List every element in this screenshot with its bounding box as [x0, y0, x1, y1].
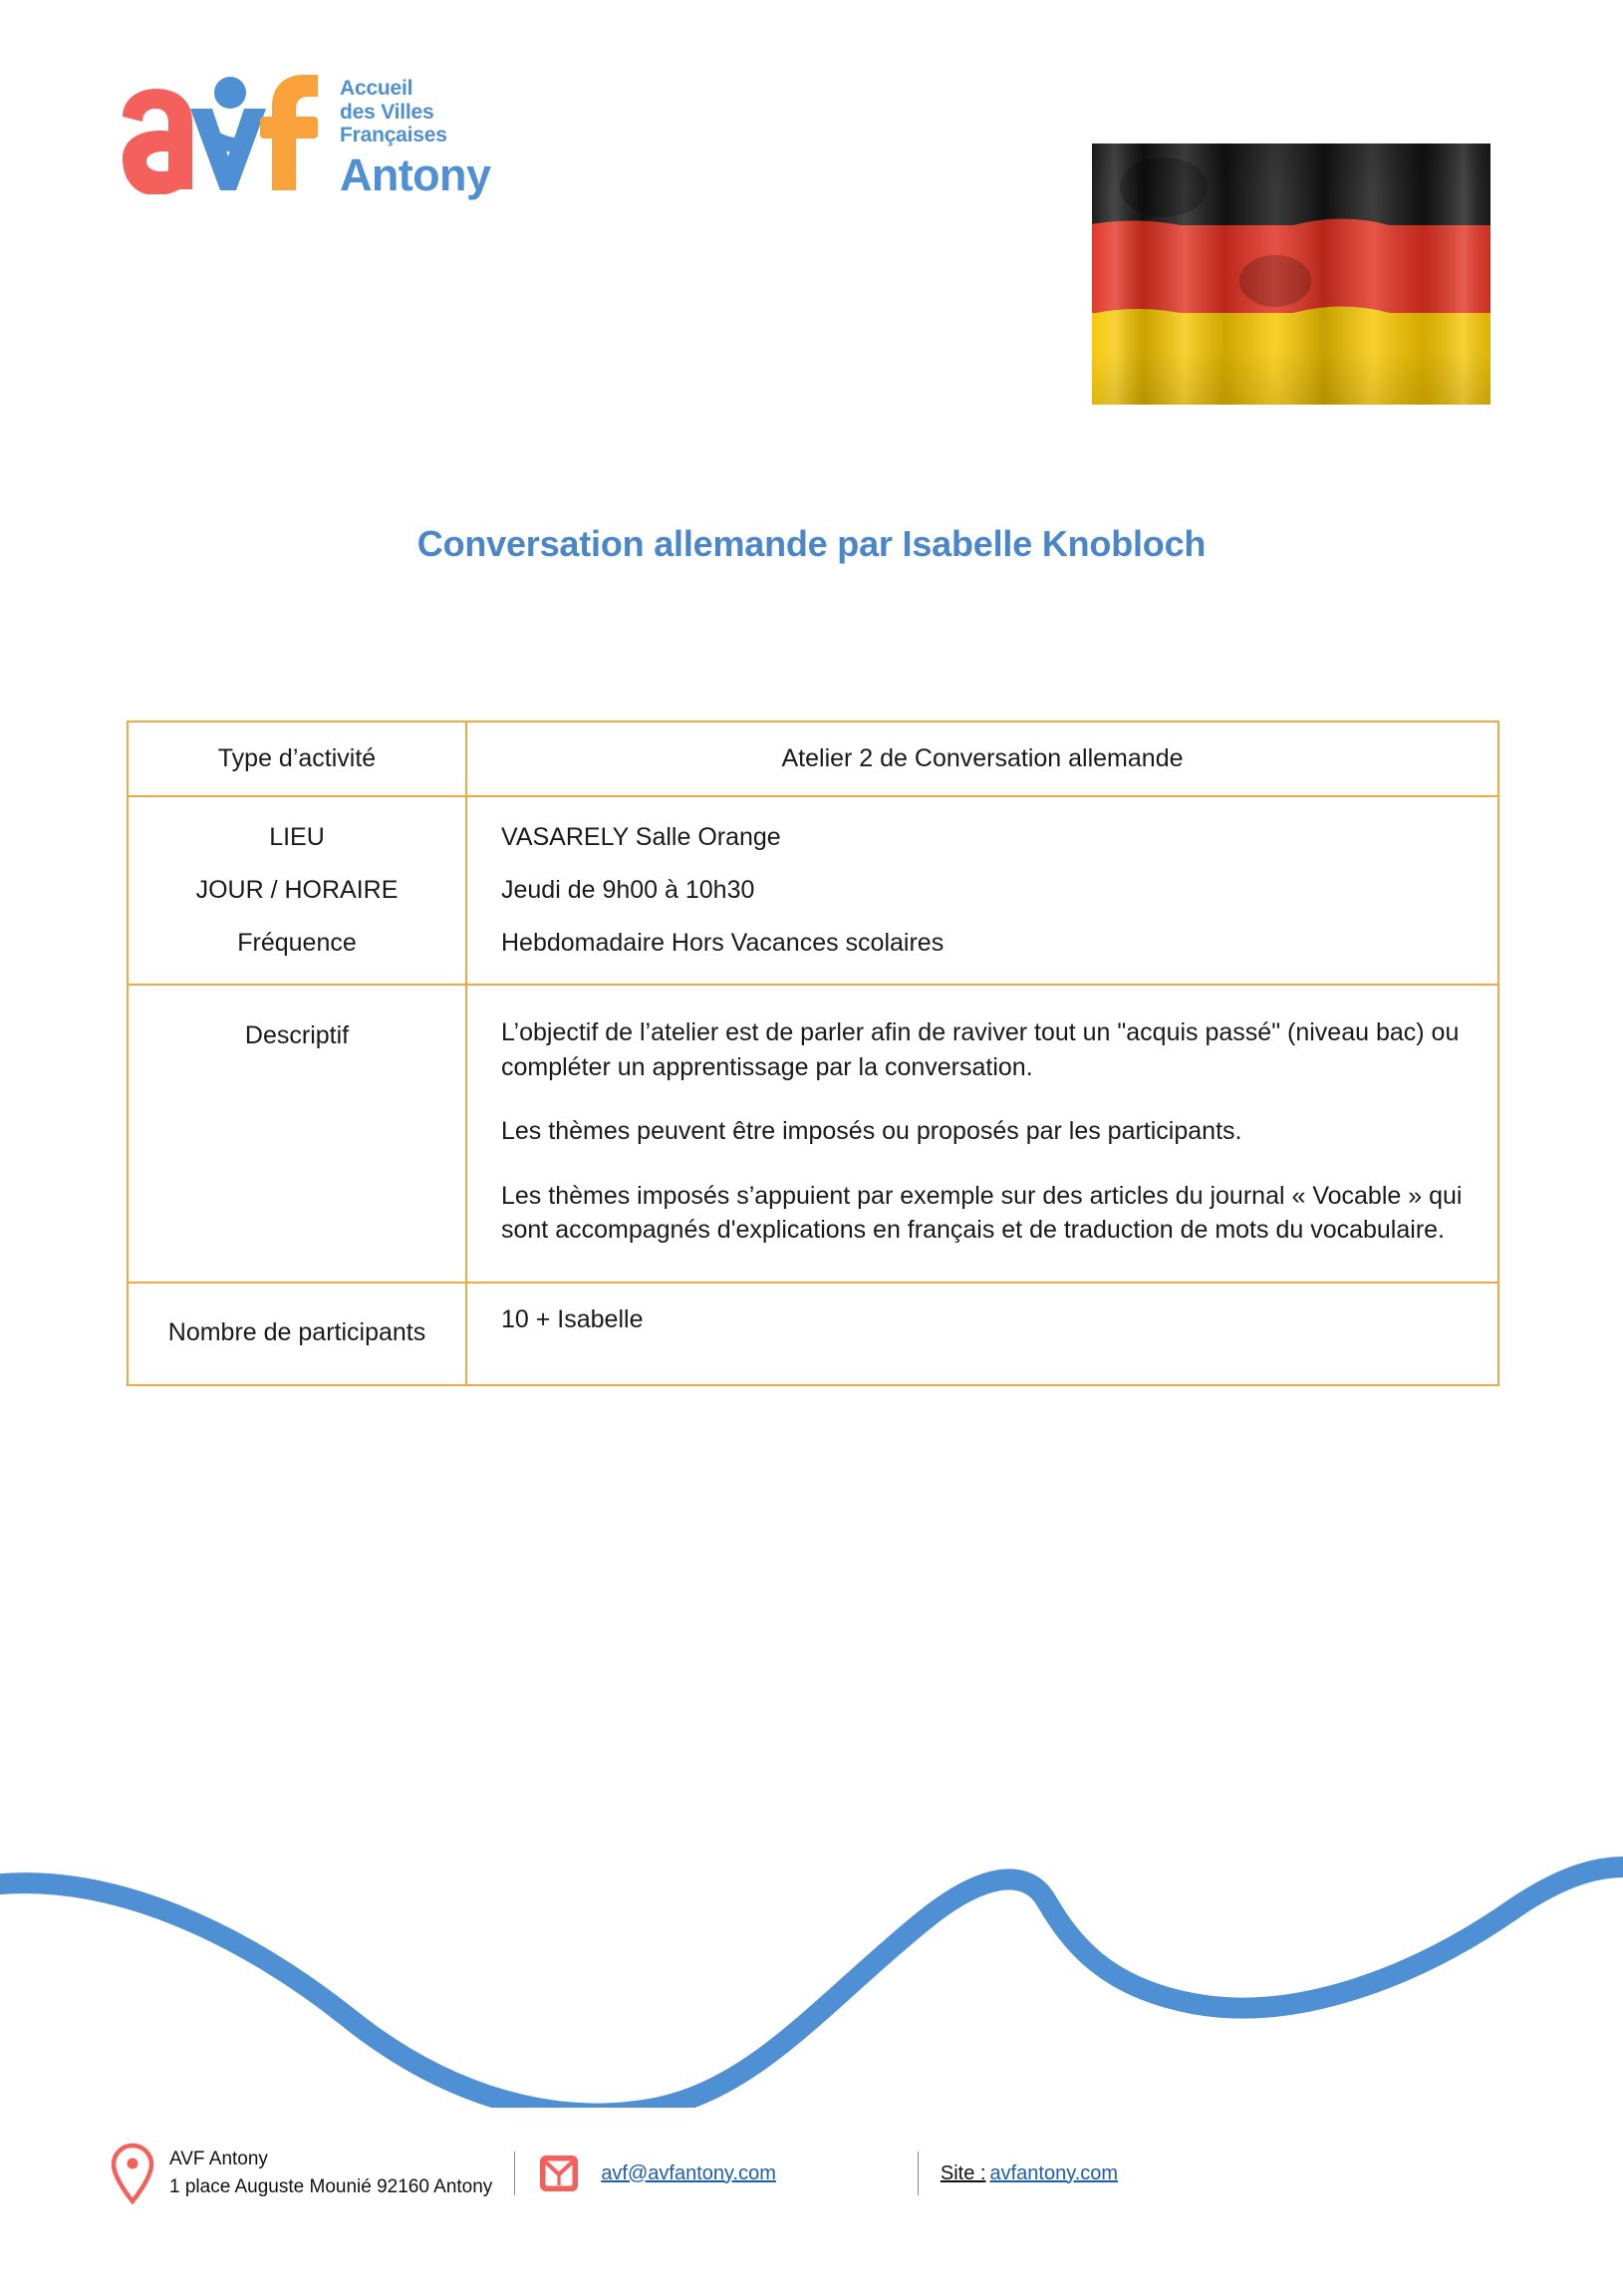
value-frequence: Hebdomadaire Hors Vacances scolaires — [501, 929, 945, 957]
footer-org-name: AVF Antony — [169, 2149, 268, 2170]
avf-logo — [105, 55, 553, 199]
avf-logomark-icon — [105, 55, 334, 194]
footer-address-block — [169, 2146, 492, 2200]
location-pin-icon — [110, 2143, 155, 2204]
table-row-type — [128, 721, 1498, 796]
avf-tagline — [340, 77, 447, 147]
page-title: Conversation allemande par Isabelle Knobloch — [416, 523, 1207, 564]
value-jour-horaire: Jeudi de 9h00 à 10h30 — [501, 876, 755, 904]
footer-divider-1 — [514, 2152, 515, 2195]
description-paragraph-3: Les thèmes imposés s’appuient par exemple sur des articles du journal « Vocable » qui sont accompagnés d'explications en français et de traduction de mots du vocabulaire. — [501, 1181, 1463, 1244]
envelope-icon — [537, 2152, 581, 2195]
footer-site-label: Site : — [940, 2161, 986, 2184]
footer-site-link[interactable]: avfantony.com — [989, 2161, 1119, 2184]
row-label-type: Type d’activité — [128, 721, 466, 796]
label-frequence: Fréquence — [237, 929, 357, 957]
table-row-description — [128, 985, 1498, 1283]
footer-divider-2 — [918, 2152, 919, 2195]
row-label-schedule — [128, 796, 466, 985]
avf-city-name: Antony — [340, 149, 491, 200]
german-flag-image — [1086, 130, 1496, 413]
row-label-participants: Nombre de participants — [128, 1283, 466, 1385]
tagline-line-2: des Villes — [340, 100, 434, 124]
row-value-description — [466, 985, 1498, 1283]
row-label-description: Descriptif — [128, 985, 466, 1283]
label-jour-horaire: JOUR / HORAIRE — [195, 876, 399, 904]
row-value-participants: 10 + Isabelle — [466, 1283, 1498, 1385]
description-paragraph-2: Les thèmes peuvent être imposés ou proposés par les participants. — [501, 1117, 1242, 1145]
row-value-schedule — [466, 796, 1498, 985]
value-lieu: VASARELY Salle Orange — [501, 823, 781, 851]
table-row-schedule — [128, 796, 1498, 985]
decorative-wave — [0, 1789, 1623, 2108]
tagline-line-3: Françaises — [340, 124, 447, 147]
footer-site-group — [896, 2152, 1118, 2195]
footer-email-link[interactable]: avf@avfantony.com — [601, 2161, 776, 2184]
footer-street-address: 1 place Auguste Mounié 92160 Antony — [169, 2176, 493, 2197]
description-paragraph-1: L’objectif de l’atelier est de parler afin de raviver tout un "acquis passé" (niveau bac) ou compléter un apprentissage par la conversation. — [501, 1018, 1460, 1081]
table-row-participants — [128, 1283, 1498, 1385]
activity-info-table — [127, 720, 1499, 1386]
label-lieu: LIEU — [269, 823, 325, 851]
tagline-line-1: Accueil — [340, 77, 413, 100]
page-footer — [110, 2143, 1524, 2204]
footer-email-group — [537, 2152, 776, 2195]
row-value-type: Atelier 2 de Conversation allemande — [466, 721, 1498, 796]
